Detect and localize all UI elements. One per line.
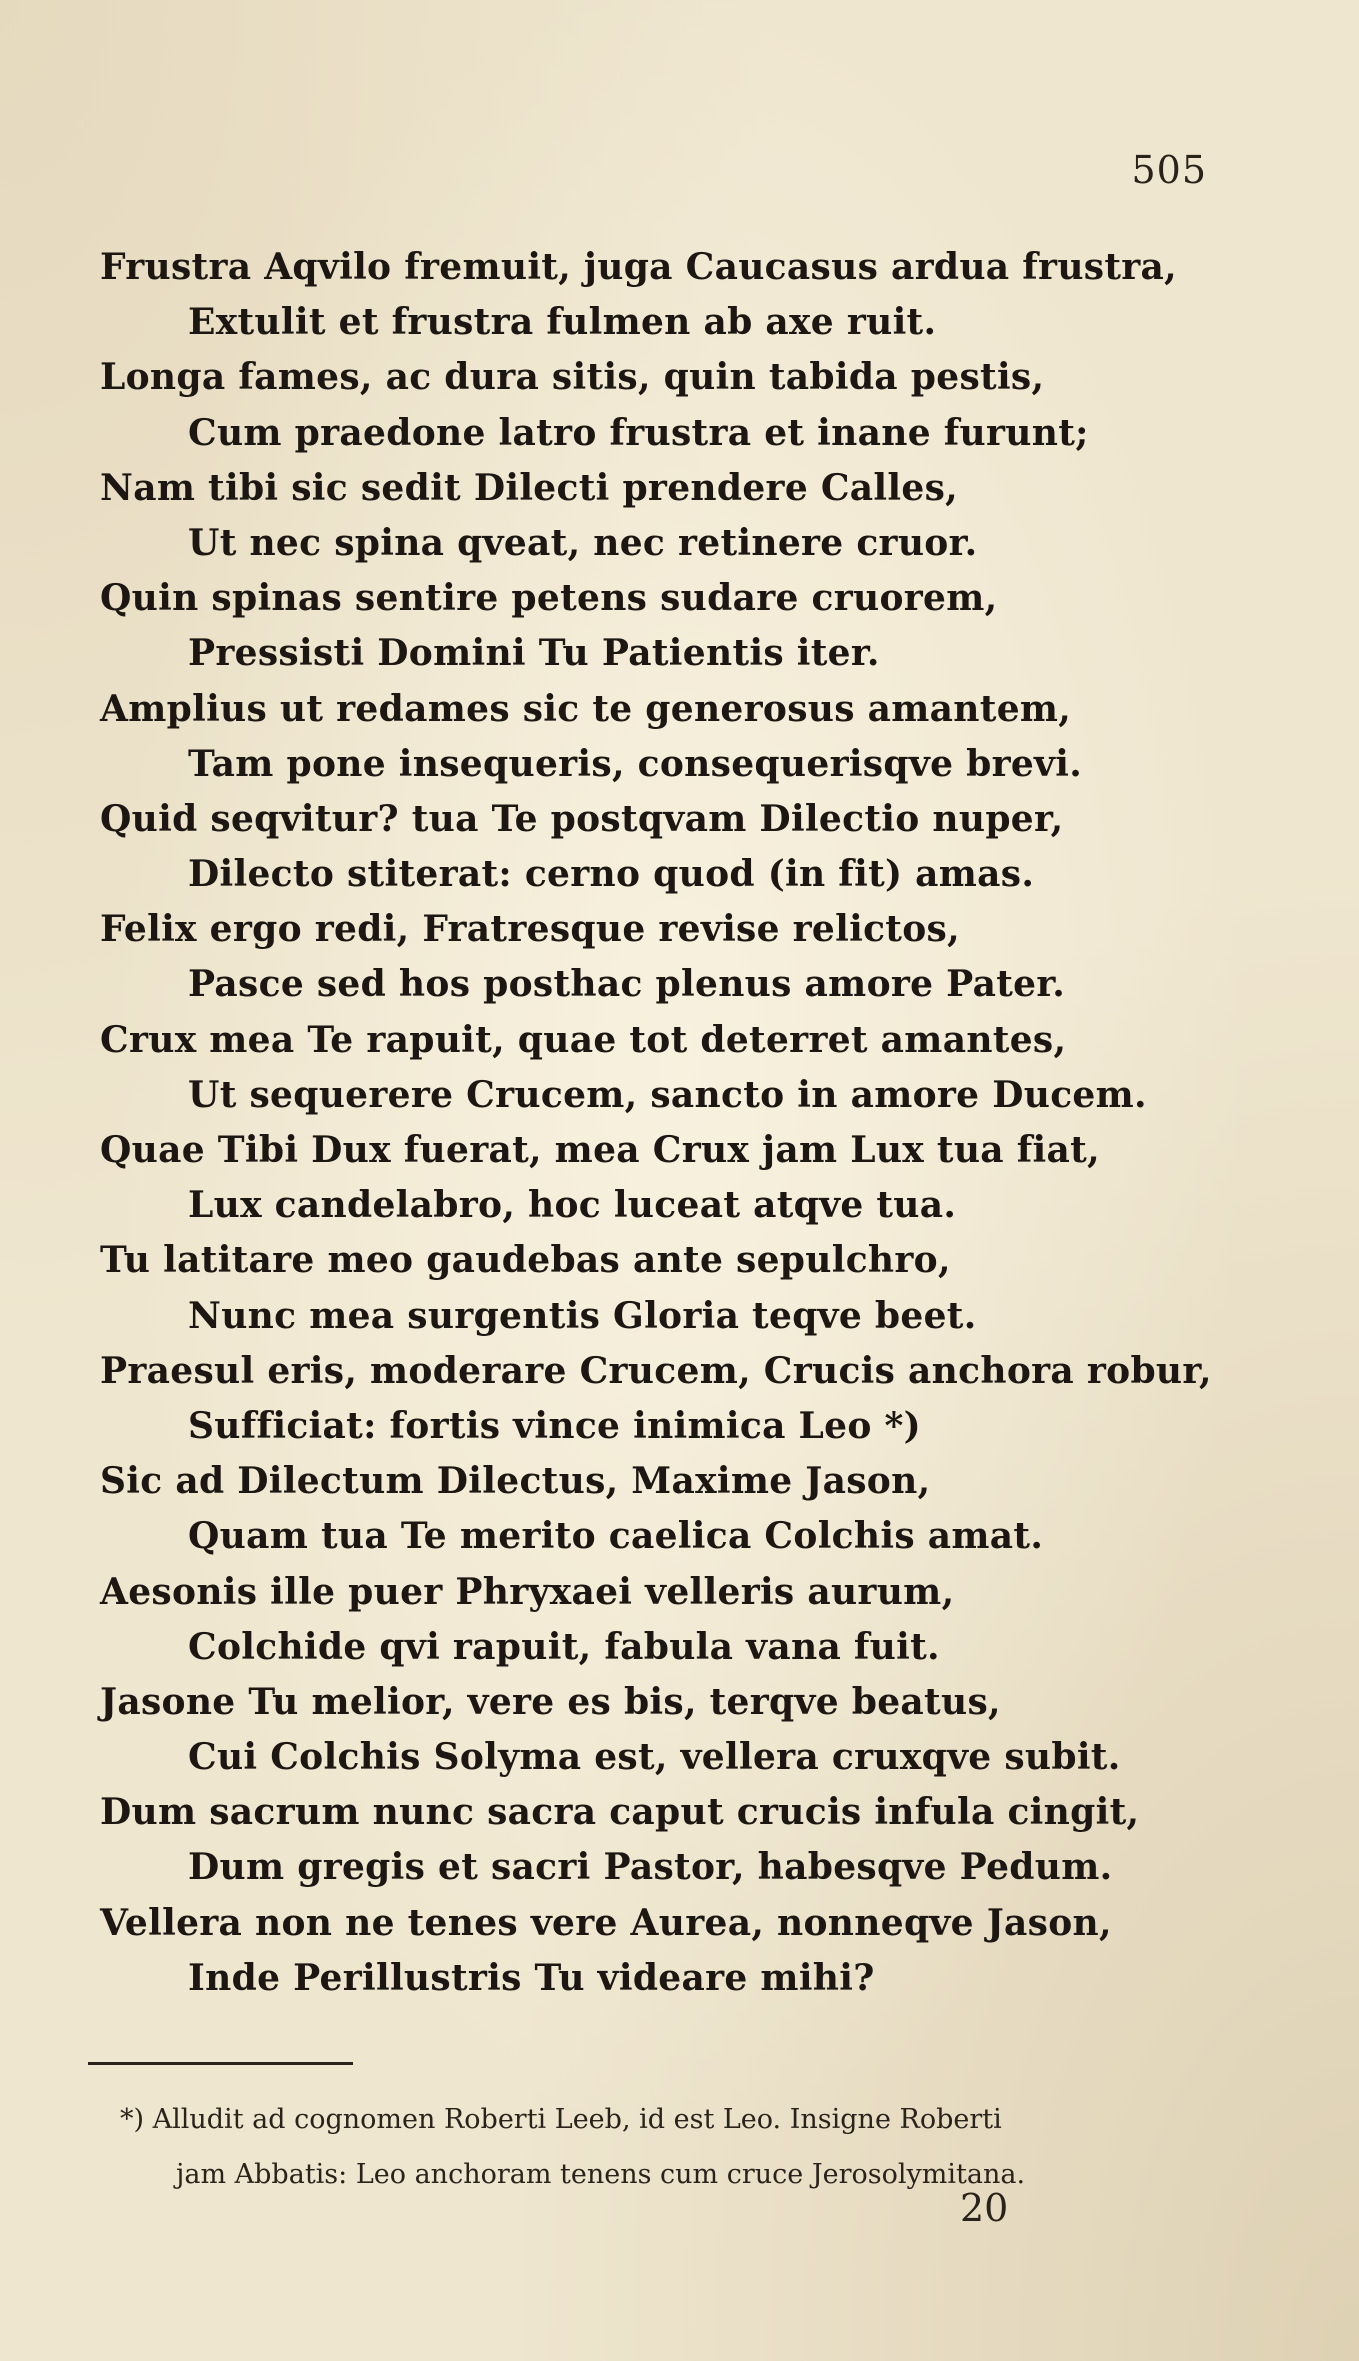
verse-line: Frustra Aqvilo fremuit, juga Caucasus ardua frustra, xyxy=(100,246,1178,288)
verse-line: Aesonis ille puer Phryxaei velleris aurum, xyxy=(100,1570,955,1613)
verse-line: Nam tibi sic sedit Dilecti prendere Calles, xyxy=(100,466,958,509)
verse-line: Pressisti Domini Tu Patientis iter. xyxy=(188,632,880,675)
verse-line: Sic ad Dilectum Dilectus, Maxime Jason, xyxy=(100,1460,931,1503)
verse-line: Praesul eris, moderare Crucem, Crucis anchora robur, xyxy=(100,1349,1212,1392)
verse-line: Tam pone insequeris, consequerisqve brevi. xyxy=(188,742,1083,785)
verse-line: Crux mea Te rapuit, quae tot deterret amantes, xyxy=(100,1018,1067,1061)
verse-line: Quin spinas sentire petens sudare cruorem, xyxy=(100,577,998,620)
poem-verse xyxy=(100,240,1260,2006)
verse-line: Sufficiat: fortis vince inimica Leo *) xyxy=(188,1404,921,1447)
verse-line: Dilecto stiterat: cerno quod (in fit) amas. xyxy=(188,853,1035,896)
verse-line: Pasce sed hos posthac plenus amore Pater. xyxy=(188,963,1066,1006)
signature-mark: 20 xyxy=(960,2186,1009,2230)
verse-line: Quam tua Te merito caelica Colchis amat. xyxy=(188,1515,1044,1558)
verse-line: Cui Colchis Solyma est, vellera cruxqve subit. xyxy=(188,1736,1121,1779)
verse-line: Inde Perillustris Tu videare mihi? xyxy=(188,1956,875,1999)
verse-line: Longa fames, ac dura sitis, quin tabida pestis, xyxy=(100,356,1045,399)
verse-line: Dum gregis et sacri Pastor, habesqve Pedum. xyxy=(188,1846,1113,1889)
footnote xyxy=(120,2092,1240,2202)
verse-line: Nunc mea surgentis Gloria teqve beet. xyxy=(188,1294,977,1337)
verse-line: Vellera non ne tenes vere Aurea, nonneqve Jason, xyxy=(100,1901,1112,1944)
verse-line: Jasone Tu melior, vere es bis, terqve beatus, xyxy=(100,1680,1001,1723)
verse-line: Amplius ut redames sic te generosus amantem, xyxy=(100,687,1072,730)
verse-line: Ut sequerere Crucem, sancto in amore Ducem. xyxy=(188,1073,1147,1116)
verse-line: Dum sacrum nunc sacra caput crucis infula cingit, xyxy=(100,1791,1140,1834)
footnote-line: *) Alludit ad cognomen Roberti Leeb, id est Leo. Insigne Roberti xyxy=(120,2104,1002,2135)
verse-line: Cum praedone latro frustra et inane furunt; xyxy=(188,411,1089,454)
verse-line: Felix ergo redi, Fratresque revise relictos, xyxy=(100,908,960,951)
verse-line: Lux candelabro, hoc luceat atqve tua. xyxy=(188,1184,957,1227)
page-number: 505 xyxy=(1131,148,1207,192)
verse-line: Quid seqvitur? tua Te postqvam Dilectio nuper, xyxy=(100,797,1064,840)
verse-line: Ut nec spina qveat, nec retinere cruor. xyxy=(188,521,978,564)
footnote-divider xyxy=(88,2062,353,2065)
verse-line: Quae Tibi Dux fuerat, mea Crux jam Lux tua fiat, xyxy=(100,1129,1100,1171)
footnote-line: jam Abbatis: Leo anchoram tenens cum cruce Jerosolymitana. xyxy=(176,2159,1026,2190)
verse-line: Tu latitare meo gaudebas ante sepulchro, xyxy=(100,1239,951,1282)
verse-line: Colchide qvi rapuit, fabula vana fuit. xyxy=(188,1625,940,1668)
verse-line: Extulit et frustra fulmen ab axe ruit. xyxy=(188,301,937,344)
